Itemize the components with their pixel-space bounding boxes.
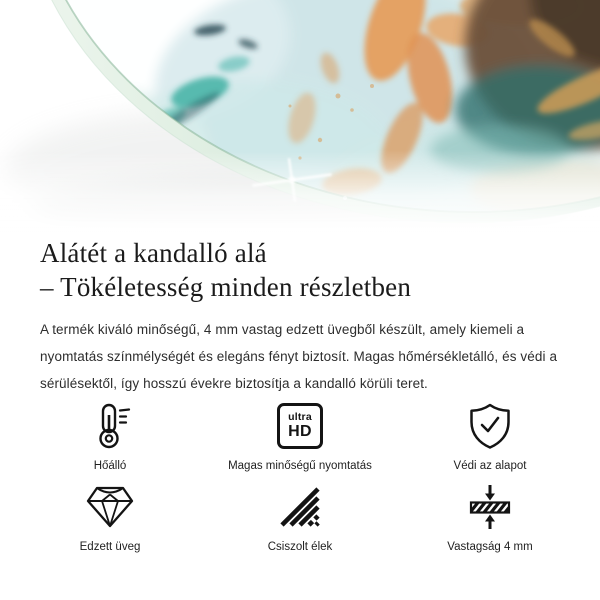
ultra-hd-badge <box>277 403 323 449</box>
thermometer-icon <box>88 403 132 449</box>
ultra-hd-badge-bottom: HD <box>288 423 312 440</box>
feature-ultra-hd-print <box>220 403 380 474</box>
features-grid <box>0 403 600 555</box>
page-title-line2: – Tökéletesség minden részletben <box>40 272 412 302</box>
page-title <box>40 236 560 304</box>
product-description: A termék kiváló minőségű, 4 mm vastag edzett üvegből készült, amely kiemeli a nyomtatás színmélységét és elegáns fényt biztosít. Magas hőmérsékletálló, és védi a sérülésektől, így hosszú évekre biztosítja a kandalló körüli teret. <box>40 322 558 391</box>
feature-protects-base <box>410 403 570 474</box>
thickness-icon <box>466 484 514 530</box>
shield-check-icon <box>467 403 513 449</box>
feature-tempered-glass <box>30 484 190 555</box>
feature-polished-edges <box>220 484 380 555</box>
diamond-icon <box>85 484 135 530</box>
feature-label: Magas minőségű nyomtatás <box>228 460 372 472</box>
feature-label: Edzett üveg <box>79 541 141 553</box>
feature-label: Vastagság 4 mm <box>447 541 533 553</box>
ultra-hd-icon <box>277 403 323 449</box>
feature-thickness <box>410 484 570 555</box>
page-title-line1: Alátét a kandalló alá <box>40 238 267 268</box>
feature-heat-resistant <box>30 403 190 474</box>
product-image <box>0 0 600 232</box>
feature-label: Hőálló <box>93 460 127 472</box>
feature-label: Védi az alapot <box>453 460 527 472</box>
ultra-hd-badge-top: ultra <box>288 411 312 423</box>
product-photo <box>0 0 600 232</box>
beveled-edge-icon <box>276 484 324 530</box>
feature-label: Csiszolt élek <box>267 541 333 553</box>
